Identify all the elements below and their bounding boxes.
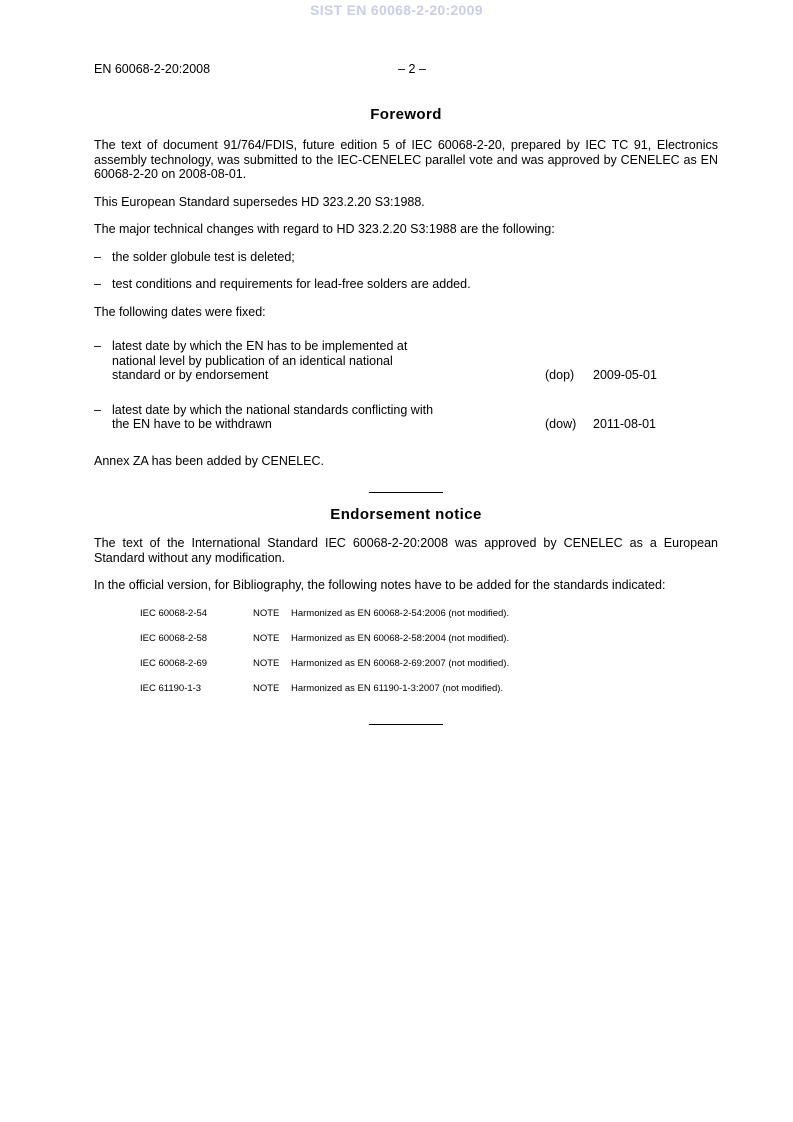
note-standard: IEC 60068-2-69	[140, 657, 208, 669]
bibliography-note-row	[140, 658, 718, 669]
date-entry-date: 2011-08-01	[593, 417, 657, 431]
endorsement-title: Endorsement notice	[330, 506, 482, 523]
note-text: Harmonized as EN 60068-2-54:2006 (not modified).	[291, 607, 510, 619]
date-entry-code: (dop)	[545, 368, 575, 382]
note-standard: IEC 61190-1-3	[140, 682, 202, 694]
dash-bullet: –	[94, 339, 101, 353]
note-text: Harmonized as EN 61190-1-3:2007 (not modified).	[291, 682, 504, 694]
end-divider	[369, 724, 443, 725]
page-content	[94, 106, 718, 725]
list-item	[94, 277, 718, 292]
annex-paragraph: Annex ZA has been added by CENELEC.	[94, 453, 325, 468]
watermark: SIST EN 60068-2-20:2009	[310, 2, 483, 18]
note-text: Harmonized as EN 60068-2-69:2007 (not modified).	[291, 657, 510, 669]
note-label: NOTE	[253, 657, 280, 669]
note-standard: IEC 60068-2-58	[140, 632, 208, 644]
note-label: NOTE	[253, 682, 280, 694]
note-label: NOTE	[253, 632, 280, 644]
technical-changes-intro: The major technical changes with regard to HD 323.2.20 S3:1988 are the following:	[94, 222, 555, 236]
dash-bullet: –	[94, 402, 101, 417]
date-entry-description: latest date by which the EN has to be implemented at national level by publication of an identical national standard or by endorsement	[112, 339, 408, 382]
foreword-paragraph: The text of document 91/764/FDIS, future edition 5 of IEC 60068-2-20, prepared by IEC TC 91, Electronics assembly technology, was submitted to the IEC-CENELEC parallel vote and was approved by CENELEC as EN 60068-2-20 on 2008-08-01.	[94, 138, 718, 181]
foreword-title: Foreword	[370, 106, 442, 123]
note-text: Harmonized as EN 60068-2-58:2004 (not modified).	[291, 632, 510, 644]
section-divider	[369, 492, 443, 493]
date-entry-code: (dow)	[545, 417, 577, 431]
date-entry-dow	[94, 403, 718, 432]
list-item	[94, 250, 718, 265]
date-entry-date: 2009-05-01	[593, 368, 657, 382]
bibliography-note-row	[140, 683, 718, 694]
date-entry-description: latest date by which the national standards conflicting with the EN have to be withdrawn	[112, 402, 434, 431]
endorsement-paragraph: The text of the International Standard IEC 60068-2-20:2008 was approved by CENELEC as a European Standard without any modification.	[94, 536, 718, 565]
page-number: – 2 –	[398, 62, 426, 76]
document-id: EN 60068-2-20:2008	[94, 62, 211, 76]
change-item-text: test conditions and requirements for lead-free solders are added.	[112, 277, 471, 291]
bibliography-note-row	[140, 633, 718, 644]
dash-bullet: –	[94, 277, 101, 291]
date-entry-dop	[94, 339, 718, 383]
change-item-text: the solder globule test is deleted;	[112, 249, 295, 264]
dates-intro: The following dates were fixed:	[94, 304, 266, 319]
bibliography-paragraph: In the official version, for Bibliography, the following notes have to be added for the standards indicated:	[94, 578, 666, 592]
note-label: NOTE	[253, 607, 280, 619]
dash-bullet: –	[94, 249, 101, 264]
note-standard: IEC 60068-2-54	[140, 607, 208, 619]
bibliography-note-row	[140, 608, 718, 619]
supersedes-paragraph: This European Standard supersedes HD 323.2.20 S3:1988.	[94, 194, 425, 209]
